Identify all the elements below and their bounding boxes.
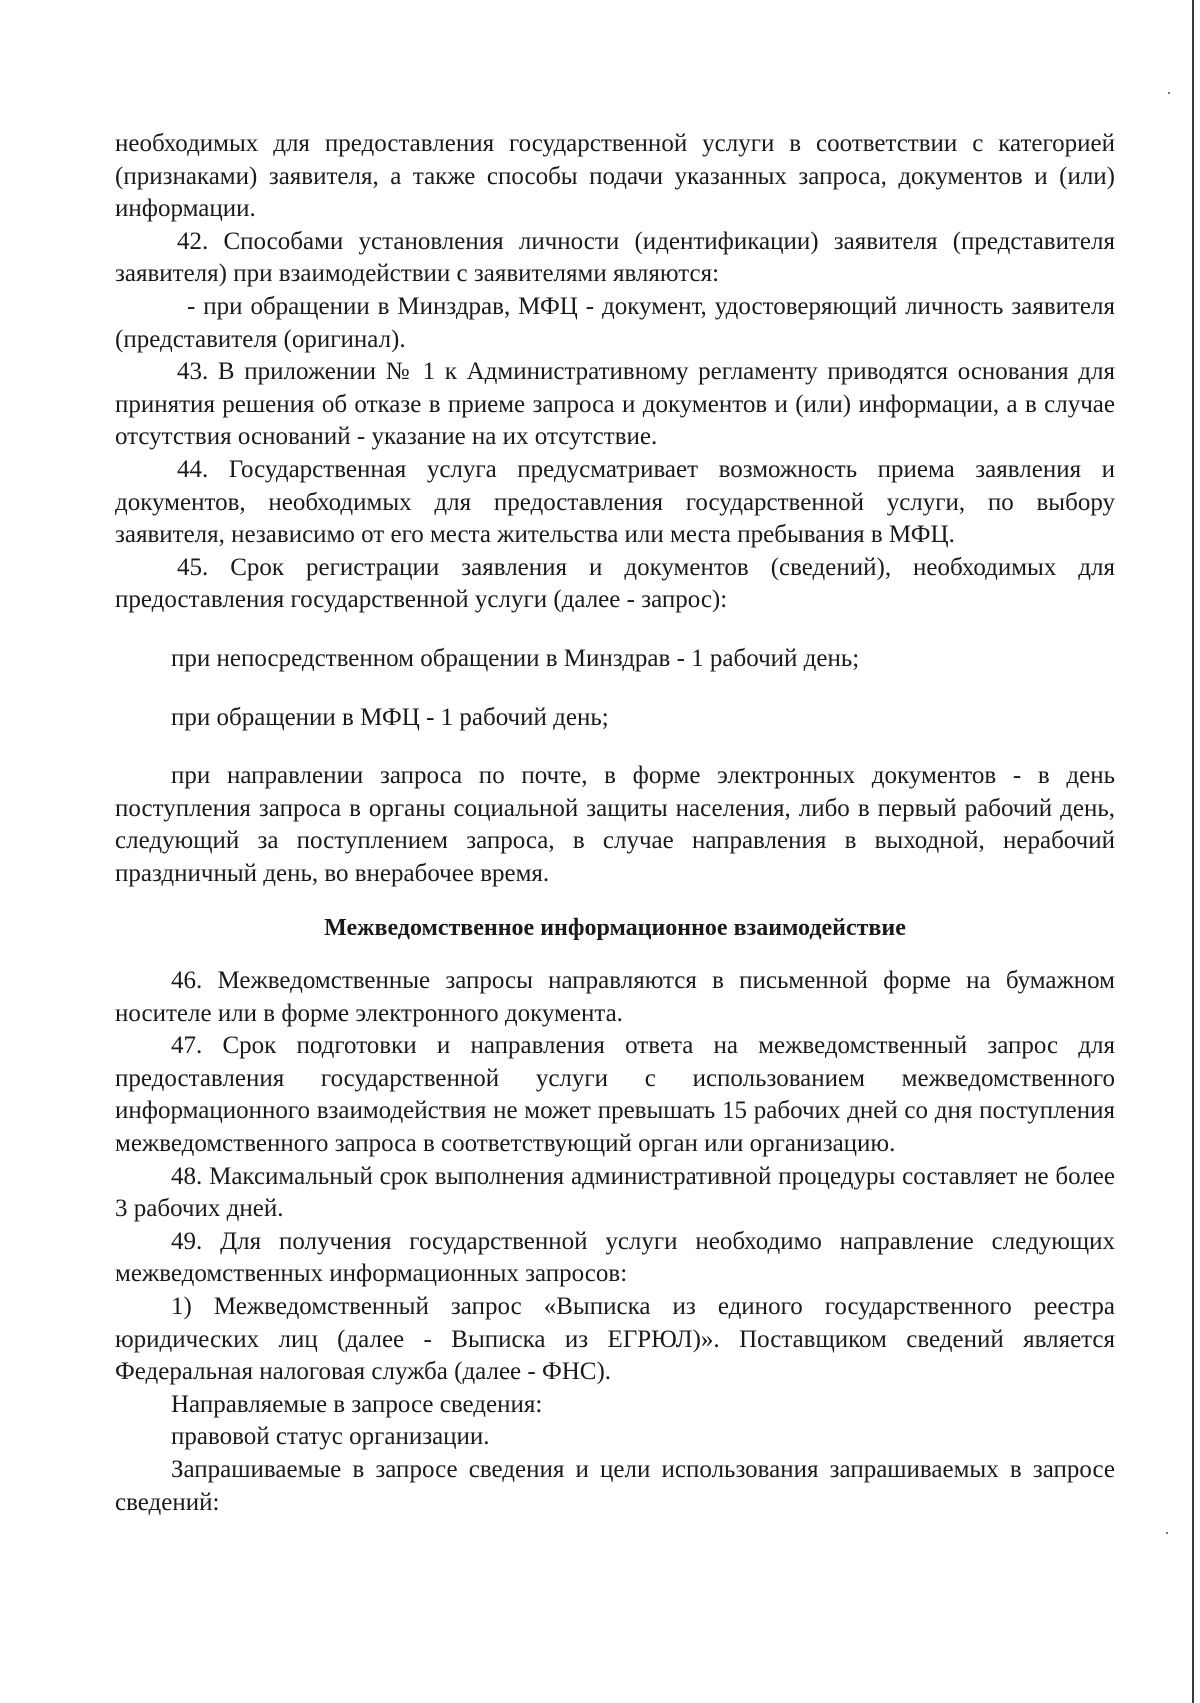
paragraph-requested-info: Запрашиваемые в запросе сведения и цели использования запрашиваемых в запросе сведений: — [115, 1455, 1115, 1516]
paragraph-continuation: необходимых для предоставления государственной услуги в соответствии с категорией (признаками) заявителя, а также способы подачи указанных запроса, документов и (или) информации. — [115, 130, 1115, 223]
paragraph-44: 44. Государственная услуга предусматривает возможность приема заявления и документов, необходимых для предоставления государственной услуги, по выбору заявителя, независимо от его места жительства или места пребывания в МФЦ. — [115, 455, 1115, 549]
paragraph-48: 48. Максимальный срок выполнения административной процедуры составляет не более 3 рабочих дней. — [115, 1162, 1115, 1223]
section-heading: Межведомственное информационное взаимодействие — [324, 915, 906, 942]
paragraph-45: 45. Срок регистрации заявления и документов (сведений), необходимых для предоставления государственной услуги (далее - запрос): — [115, 553, 1115, 614]
paragraph-46: 46. Межведомственные запросы направляются в письменной форме на бумажном носителе или в форме электронного документа. — [115, 967, 1115, 1027]
paragraph-42-item: - при обращении в Минздрав, МФЦ - документ, удостоверяющий личность заявителя (представителя (оригинал). — [115, 292, 1115, 353]
paragraph-42: 42. Способами установления личности (идентификации) заявителя (представителя заявителя) при взаимодействии с заявителями являются: — [115, 227, 1115, 288]
paragraph-49-item-1: 1) Межведомственный запрос «Выписка из единого государственного реестра юридических лиц (далее - Выписка из ЕГРЮЛ)». Поставщиком сведений является Федеральная налоговая служба (далее - ФНС). — [115, 1293, 1115, 1386]
paragraph-45-direct: при непосредственном обращении в Минздрав - 1 рабочий день; — [171, 644, 860, 672]
document-body — [115, 128, 1115, 1519]
paragraph-47: 47. Срок подготовки и направления ответа на межведомственный запрос для предоставления государственной услуги с использованием межведомственного информационного взаимодействия не может превышать 15 рабочих дней со дня поступления межведомственного запроса в соответствующий орган или организацию. — [115, 1032, 1115, 1158]
paragraph-45-mail: при направлении запроса по почте, в форме электронных документов - в день поступления запроса в органы социальной защиты населения, либо в первый рабочий день, следующий за поступлением запроса, в случае направления в выходной, нерабочий праздничный день, во внерабочее время. — [115, 762, 1115, 887]
paragraph-legal-status: правовой статус организации. — [171, 1423, 490, 1451]
scan-artifact — [1168, 92, 1170, 94]
paragraph-sent-info: Направляемые в запросе сведения: — [171, 1390, 543, 1418]
paragraph-43: 43. В приложении № 1 к Административному регламенту приводятся основания для принятия решения об отказе в приеме запроса и документов и (или) информации, а в случае отсутствия оснований - указание на их отсутствие. — [115, 358, 1115, 451]
paragraph-45-mfc: при обращении в МФЦ - 1 рабочий день; — [171, 703, 609, 731]
paragraph-49: 49. Для получения государственной услуги необходимо направление следующих межведомственных информационных запросов: — [115, 1227, 1115, 1288]
scan-edge-line — [1192, 0, 1194, 1703]
scan-artifact — [1166, 1532, 1168, 1534]
